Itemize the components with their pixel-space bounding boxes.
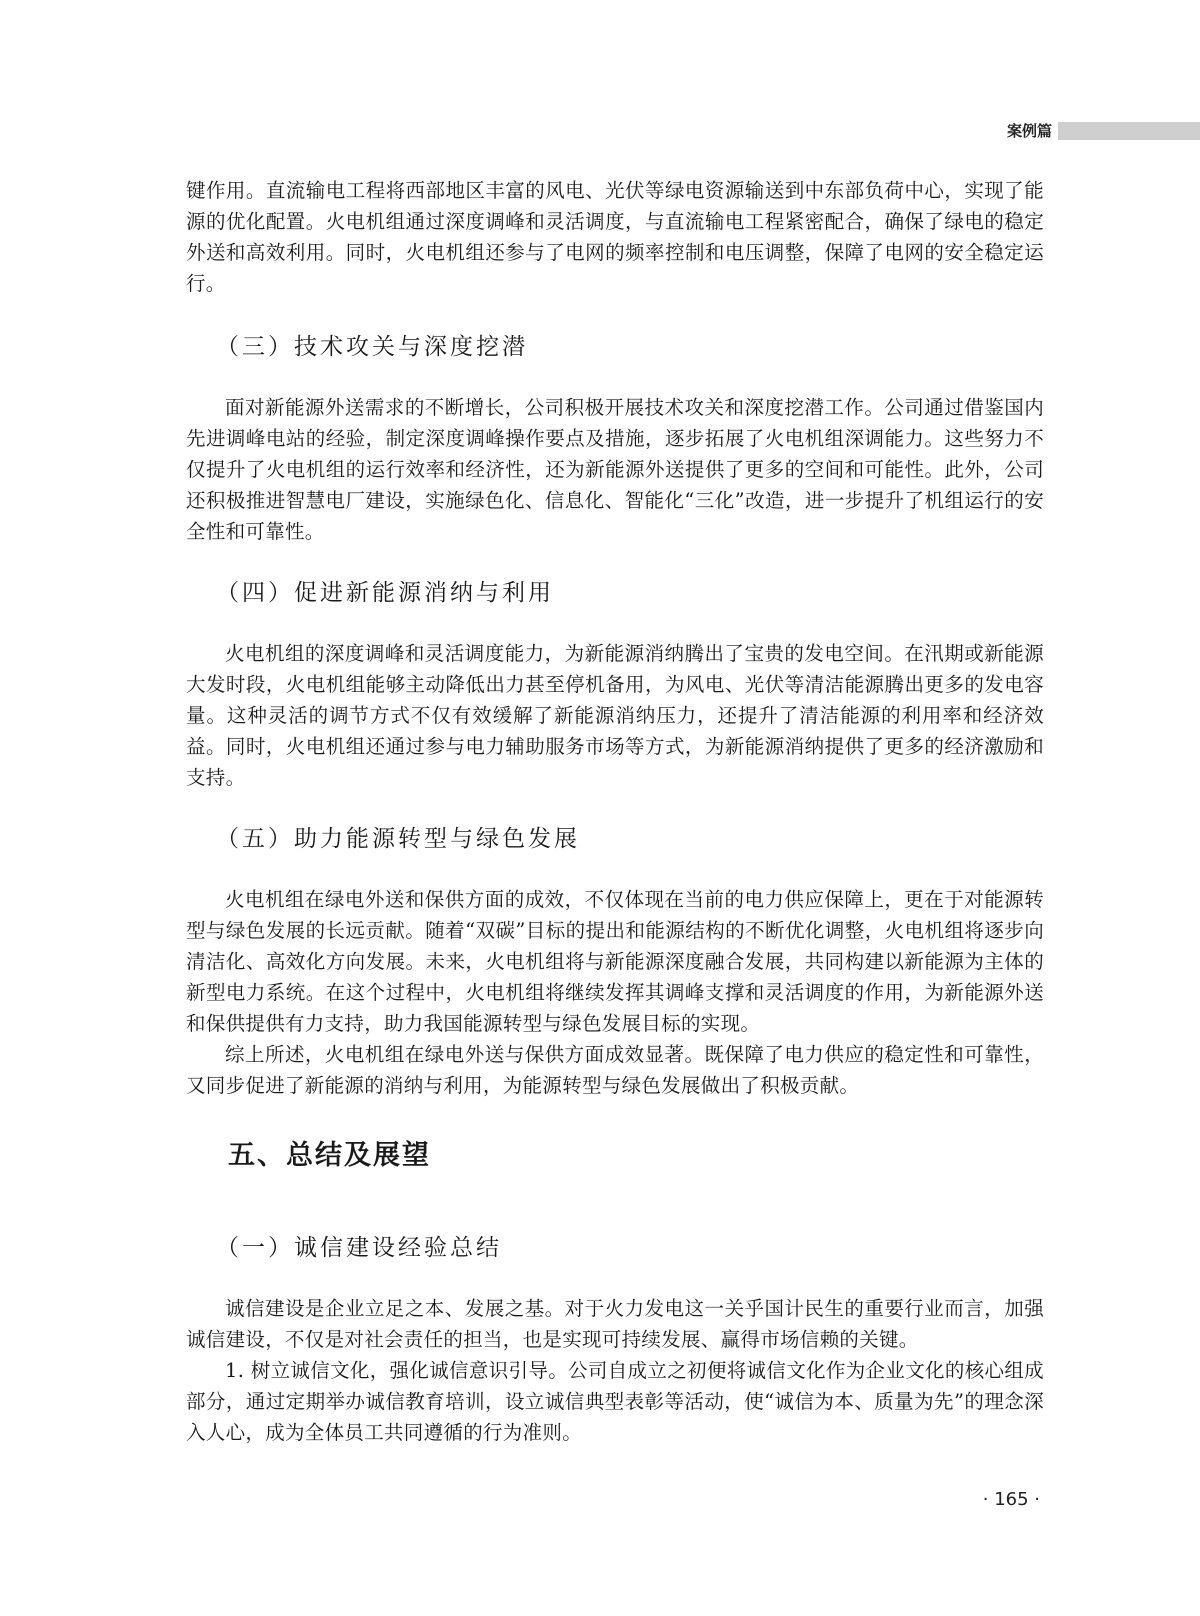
running-header [0,120,1200,142]
page-number: · 165 · [982,1489,1040,1510]
header-bar [1058,122,1200,140]
subsection-heading: （一）诚信建设经验总结 [216,1235,502,1261]
section-heading: 五、总结及展望 [228,1140,431,1171]
subsection-heading: （四）促进新能源消纳与利用 [216,580,554,606]
paragraph: 综上所述，火电机组在绿电外送与保供方面成效显著。既保障了电力供应的稳定性和可靠性，又同步促进了新能源的消纳与利用，为能源转型与绿色发展做出了积极贡献。 [186,1043,1044,1097]
section-label: 案例篇 [1006,122,1052,140]
subsection-heading: （三）技术攻关与深度挖潜 [216,334,528,360]
paragraph: 键作用。直流输电工程将西部地区丰富的风电、光伏等绿电资源输送到中东部负荷中心，实现了能源的优化配置。火电机组通过深度调峰和灵活调度，与直流输电工程紧密配合，确保了绿电的稳定外送和高效利用。同时，火电机组还参与了电网的频率控制和电压调整，保障了电网的安全稳定运行。 [186,179,1044,295]
subsection-heading: （五）助力能源转型与绿色发展 [216,826,580,852]
paragraph: 火电机组在绿电外送和保供方面的成效，不仅体现在当前的电力供应保障上，更在于对能源转型与绿色发展的长远贡献。随着“双碳”目标的提出和能源结构的不断优化调整，火电机组将逐步向清洁化、高效化方向发展。未来，火电机组将与新能源深度融合发展，共同构建以新能源为主体的新型电力系统。在这个过程中，火电机组将继续发挥其调峰支撑和灵活调度的作用，为新能源外送和保供提供有力支持，助力我国能源转型与绿色发展目标的实现。 [186,888,1044,1035]
paragraph: 诚信建设是企业立足之本、发展之基。对于火力发电这一关乎国计民生的重要行业而言，加强诚信建设，不仅是对社会责任的担当，也是实现可持续发展、赢得市场信赖的关键。 [186,1297,1044,1351]
paragraph: 火电机组的深度调峰和灵活调度能力，为新能源消纳腾出了宝贵的发电空间。在汛期或新能源大发时段，火电机组能够主动降低出力甚至停机备用，为风电、光伏等清洁能源腾出更多的发电容量。这种灵活的调节方式不仅有效缓解了新能源消纳压力，还提升了清洁能源的利用率和经济效益。同时，火电机组还通过参与电力辅助服务市场等方式，为新能源消纳提供了更多的经济激励和支持。 [186,642,1044,789]
paragraph: 面对新能源外送需求的不断增长，公司积极开展技术攻关和深度挖潜工作。公司通过借鉴国内先进调峰电站的经验，制定深度调峰操作要点及措施，逐步拓展了火电机组深调能力。这些努力不仅提升了火电机组的运行效率和经济性，还为新能源外送提供了更多的空间和可能性。此外，公司还积极推进智慧电厂建设，实施绿色化、信息化、智能化“三化”改造，进一步提升了机组运行的安全性和可靠性。 [186,396,1044,543]
paragraph: 1. 树立诚信文化，强化诚信意识引导。公司自成立之初便将诚信文化作为企业文化的核心组成部分，通过定期举办诚信教育培训，设立诚信典型表彰等活动，使“诚信为本、质量为先”的理念深入人心，成为全体员工共同遵循的行为准则。 [186,1359,1044,1444]
page-body [186,175,1044,1448]
